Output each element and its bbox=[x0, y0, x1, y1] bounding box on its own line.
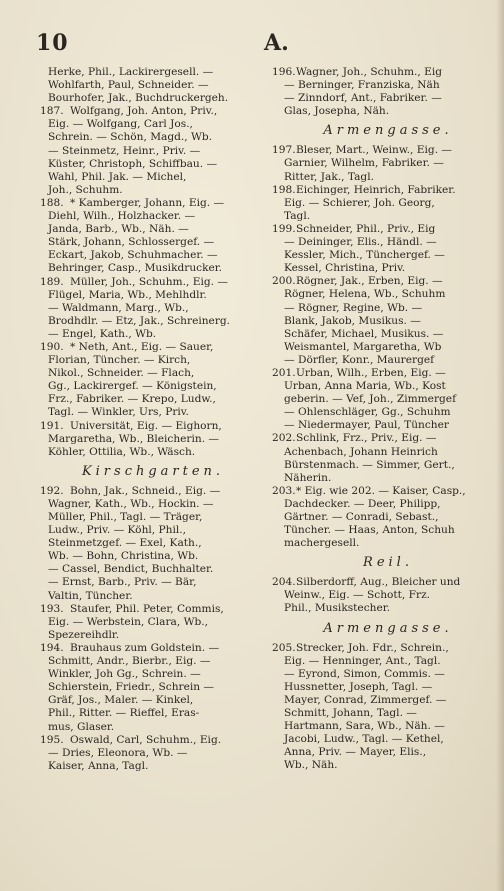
directory-line bbox=[40, 511, 266, 524]
resident-entry: Gräf, Jos., Maler. — Kinkel, bbox=[48, 694, 194, 707]
resident-entry: — Zinndorf, Ant., Fabriker. — bbox=[284, 92, 442, 105]
resident-entry: Eig. — Henninger, Ant., Tagl. bbox=[284, 654, 441, 667]
directory-line bbox=[272, 92, 504, 105]
directory-line bbox=[272, 668, 504, 681]
resident-entry: Dachdecker. — Deer, Philipp, bbox=[284, 497, 441, 510]
resident-entry: Jacobi, Ludw., Tagl. — Kethel, bbox=[284, 733, 444, 746]
directory-line bbox=[40, 537, 266, 550]
directory-line bbox=[272, 367, 504, 380]
resident-entry: Tagl. — Winkler, Urs, Priv. bbox=[48, 406, 189, 419]
directory-line bbox=[272, 759, 504, 772]
directory-line bbox=[272, 485, 504, 498]
house-number: 200. bbox=[272, 275, 296, 288]
directory-line bbox=[272, 66, 504, 79]
directory-line bbox=[272, 406, 504, 419]
resident-entry: Frz., Fabriker. — Krepo, Ludw., bbox=[48, 393, 216, 406]
street-heading: Kirschgarten. bbox=[81, 463, 225, 479]
resident-entry: Strecker, Joh. Fdr., Schrein., bbox=[296, 641, 449, 654]
directory-line bbox=[272, 602, 504, 615]
directory-line bbox=[40, 341, 266, 354]
directory-line bbox=[40, 603, 266, 616]
directory-line bbox=[272, 432, 504, 445]
house-number: 193. bbox=[40, 602, 64, 615]
directory-line bbox=[40, 485, 266, 498]
resident-entry: — Dörfler, Konr., Maurergef bbox=[284, 353, 435, 366]
street-heading: Reil. bbox=[363, 555, 413, 571]
directory-line bbox=[272, 223, 504, 236]
resident-entry: Rögner, Helena, Wb., Schuhm bbox=[284, 288, 446, 301]
street-heading: Armengasse. bbox=[323, 620, 453, 636]
resident-entry: Valtin, Tüncher. bbox=[48, 589, 133, 602]
resident-entry: Ritter, Jak., Tagl. bbox=[284, 170, 374, 183]
resident-entry: Gg., Lackirergef. — Königstein, bbox=[48, 380, 217, 393]
resident-entry: — Deininger, Elis., Händl. — bbox=[284, 236, 437, 249]
resident-entry: Winkler, Joh Gg., Schrein. — bbox=[48, 668, 201, 681]
directory-line bbox=[40, 655, 266, 668]
directory-line bbox=[272, 79, 504, 92]
house-number: 197. bbox=[272, 144, 296, 157]
directory-line bbox=[40, 223, 266, 236]
resident-entry: Wagner, Joh., Schuhm., Eig bbox=[296, 66, 443, 78]
resident-entry: Spezereihdlr. bbox=[48, 628, 120, 641]
house-number: 190. bbox=[40, 340, 64, 353]
directory-line bbox=[40, 734, 266, 747]
directory-line bbox=[272, 197, 504, 210]
directory-line bbox=[40, 550, 266, 563]
resident-entry: Brauhaus zum Goldstein. — bbox=[70, 641, 220, 654]
resident-entry: Kessel, Christina, Priv. bbox=[284, 262, 406, 275]
directory-line bbox=[40, 590, 266, 603]
directory-line bbox=[40, 629, 266, 642]
directory-line bbox=[272, 144, 504, 157]
left-column bbox=[40, 66, 266, 773]
resident-entry: Näherin. bbox=[284, 471, 332, 484]
directory-line bbox=[272, 275, 504, 288]
directory-line bbox=[272, 288, 504, 301]
resident-entry: Eig. — Wolfgang, Carl Jos., bbox=[48, 118, 193, 131]
directory-line bbox=[40, 760, 266, 773]
directory-line bbox=[272, 720, 504, 733]
directory-line bbox=[40, 393, 266, 406]
house-number: 188. bbox=[40, 196, 64, 209]
directory-line bbox=[40, 315, 266, 328]
directory-line bbox=[272, 249, 504, 262]
resident-entry: Gärtner. — Conradi, Sebast., bbox=[284, 511, 439, 523]
directory-line bbox=[40, 66, 266, 79]
street-heading: Armengasse. bbox=[323, 123, 453, 139]
directory-line bbox=[272, 354, 504, 367]
house-number: 203. bbox=[272, 484, 296, 497]
resident-entry: Silberdorff, Aug., Bleicher und bbox=[296, 576, 461, 589]
resident-entry: Köhler, Ottilia, Wb., Wäsch. bbox=[48, 445, 196, 458]
resident-entry: Urban, Anna Maria, Wb., Kost bbox=[284, 380, 446, 393]
resident-entry: Wb., Näh. bbox=[284, 759, 338, 772]
resident-entry: Flügel, Maria, Wb., Mehlhdlr. bbox=[48, 288, 207, 301]
house-number: 192. bbox=[40, 484, 64, 497]
directory-line bbox=[272, 498, 504, 511]
directory-line bbox=[272, 746, 504, 759]
directory-line bbox=[272, 262, 504, 275]
directory-line bbox=[272, 733, 504, 746]
directory-line bbox=[272, 707, 504, 720]
resident-entry: — Engel, Kath., Wb. bbox=[48, 327, 157, 340]
resident-entry: Bourhofer, Jak., Buchdruckergeh. bbox=[48, 92, 229, 105]
resident-entry: Schäfer, Michael, Musikus. — bbox=[284, 327, 444, 340]
directory-line bbox=[272, 328, 504, 341]
house-number: 201. bbox=[272, 366, 296, 379]
resident-entry: — Dries, Eleonora, Wb. — bbox=[48, 746, 188, 759]
resident-entry: Hartmann, Sara, Wb., Näh. — bbox=[284, 720, 445, 733]
directory-line bbox=[272, 105, 504, 118]
directory-line bbox=[40, 262, 266, 275]
resident-entry: — Cassel, Bendict, Buchhalter. bbox=[48, 563, 214, 576]
house-number: 194. bbox=[40, 641, 64, 654]
directory-line bbox=[40, 433, 266, 446]
resident-entry: Eig. — Schierer, Joh. Georg, bbox=[284, 196, 435, 209]
directory-line bbox=[40, 105, 266, 118]
resident-entry: — Waldmann, Marg., Wb., bbox=[48, 301, 189, 314]
directory-line bbox=[40, 236, 266, 249]
resident-entry: Herke, Phil., Lackirergesell. — bbox=[48, 66, 214, 78]
resident-entry: Eckart, Jakob, Schuhmacher. — bbox=[48, 249, 218, 262]
directory-line bbox=[40, 446, 266, 459]
directory-line bbox=[272, 184, 504, 197]
resident-entry: Wb. — Bohn, Christina, Wb. bbox=[48, 550, 199, 563]
directory-line bbox=[40, 681, 266, 694]
resident-entry: Anna, Priv. — Mayer, Elis., bbox=[284, 746, 427, 759]
house-number: 195. bbox=[40, 733, 64, 746]
resident-entry: Wolfgang, Joh. Anton, Priv., bbox=[70, 105, 218, 118]
directory-line bbox=[40, 131, 266, 144]
directory-line bbox=[272, 589, 504, 602]
resident-entry: Bürstenmach. — Simmer, Gert., bbox=[284, 458, 455, 471]
directory-line bbox=[40, 707, 266, 720]
directory-line bbox=[272, 655, 504, 668]
right-column bbox=[272, 66, 504, 773]
resident-entry: Schlink, Frz., Priv., Eig. — bbox=[296, 432, 437, 445]
directory-line bbox=[272, 302, 504, 315]
resident-entry: — Ernst, Barb., Priv. — Bär, bbox=[48, 576, 197, 589]
resident-entry: Brodhdlr. — Etz, Jak., Schreinerg. bbox=[48, 314, 231, 327]
directory-line bbox=[40, 210, 266, 223]
directory-line bbox=[40, 118, 266, 131]
resident-entry: Wahl, Phil. Jak. — Michel, bbox=[48, 170, 187, 183]
resident-entry: Stärk, Johann, Schlossergef. — bbox=[48, 236, 215, 249]
directory-line bbox=[40, 524, 266, 537]
directory-line bbox=[40, 721, 266, 734]
resident-entry: Wagner, Kath., Wb., Hockin. — bbox=[48, 497, 214, 510]
directory-line bbox=[40, 406, 266, 419]
directory-line bbox=[272, 576, 504, 589]
page-number: 10 bbox=[36, 30, 69, 56]
directory-line bbox=[272, 681, 504, 694]
house-number: 205. bbox=[272, 641, 296, 654]
resident-entry: Mayer, Conrad, Zimmergef. — bbox=[284, 693, 447, 706]
resident-entry: Blank, Jakob, Musikus. — bbox=[284, 314, 421, 327]
resident-entry: Schierstein, Friedr., Schrein — bbox=[48, 681, 215, 694]
directory-line bbox=[272, 157, 504, 170]
directory-line bbox=[40, 498, 266, 511]
directory-line bbox=[272, 171, 504, 184]
resident-entry: Urban, Wilh., Erben, Eig. — bbox=[296, 366, 446, 379]
resident-entry: Ludw., Priv. — Köhl, Phil., bbox=[48, 524, 186, 537]
section-letter: A. bbox=[264, 30, 289, 56]
resident-entry: Nikol., Schneider. — Flach, bbox=[48, 367, 195, 380]
directory-line bbox=[40, 367, 266, 380]
resident-entry: Kaiser, Anna, Tagl. bbox=[48, 759, 149, 772]
directory-line bbox=[40, 289, 266, 302]
directory-line bbox=[272, 642, 504, 655]
resident-entry: Bleser, Mart., Weinw., Eig. — bbox=[296, 144, 453, 157]
house-number: 189. bbox=[40, 275, 64, 288]
resident-entry: Tüncher. — Haas, Anton, Schuh bbox=[284, 524, 455, 537]
directory-line bbox=[40, 92, 266, 105]
house-number: 187. bbox=[40, 105, 64, 118]
resident-entry: Müller, Phil., Tagl. — Träger, bbox=[48, 511, 203, 523]
directory-line bbox=[272, 419, 504, 432]
resident-entry: Müller, Joh., Schuhm., Eig. — bbox=[70, 275, 228, 288]
directory-line bbox=[40, 563, 266, 576]
resident-entry: Phil., Ritter. — Rieffel, Eras- bbox=[48, 707, 200, 720]
directory-line bbox=[40, 145, 266, 158]
resident-entry: — Steinmetz, Heinr., Priv. — bbox=[48, 144, 201, 157]
resident-entry: Steinmetzgef. — Exel, Kath., bbox=[48, 537, 202, 550]
directory-line bbox=[272, 380, 504, 393]
house-number: 198. bbox=[272, 183, 296, 196]
directory-line bbox=[40, 276, 266, 289]
resident-entry: machergesell. bbox=[284, 537, 360, 550]
directory-line bbox=[272, 472, 504, 485]
directory-line bbox=[272, 341, 504, 354]
house-number: 196. bbox=[272, 66, 296, 78]
house-number: 191. bbox=[40, 419, 64, 432]
directory-line bbox=[272, 446, 504, 459]
directory-line bbox=[272, 315, 504, 328]
resident-entry: Weismantel, Margaretha, Wb bbox=[284, 340, 442, 353]
resident-entry: * Eig. wie 202. — Kaiser, Casp., bbox=[296, 484, 466, 497]
house-number: 202. bbox=[272, 432, 296, 445]
resident-entry: Joh., Schuhm. bbox=[48, 183, 123, 196]
resident-entry: — Niedermayer, Paul, Tüncher bbox=[284, 419, 449, 432]
resident-entry: — Rögner, Regine, Wb. — bbox=[284, 301, 423, 314]
page-fold-shadow bbox=[496, 0, 504, 891]
resident-entry: — Ohlenschläger, Gg., Schuhm bbox=[284, 406, 451, 419]
resident-entry: Küster, Christoph, Schiffbau. — bbox=[48, 157, 218, 170]
directory-line bbox=[272, 537, 504, 550]
resident-entry: Garnier, Wilhelm, Fabriker. — bbox=[284, 157, 444, 170]
resident-entry: Staufer, Phil. Peter, Commis, bbox=[70, 602, 224, 615]
directory-line bbox=[40, 420, 266, 433]
resident-entry: Margaretha, Wb., Bleicherin. — bbox=[48, 432, 220, 445]
directory-line bbox=[40, 79, 266, 92]
resident-entry: Janda, Barb., Wb., Näh. — bbox=[48, 223, 189, 236]
directory-line bbox=[40, 184, 266, 197]
resident-entry: Rögner, Jak., Erben, Eig. — bbox=[296, 275, 443, 288]
resident-entry: Eichinger, Heinrich, Fabriker. bbox=[296, 183, 456, 196]
directory-line bbox=[272, 524, 504, 537]
resident-entry: Schmitt, Johann, Tagl. — bbox=[284, 707, 417, 720]
resident-entry: Schneider, Phil., Priv., Eig bbox=[296, 222, 436, 235]
resident-entry: Schmitt, Andr., Bierbr., Eig. — bbox=[48, 655, 211, 668]
directory-line bbox=[40, 197, 266, 210]
resident-entry: Oswald, Carl, Schuhm., Eig. bbox=[70, 733, 222, 746]
directory-line bbox=[40, 616, 266, 629]
resident-entry: Eig. — Werbstein, Clara, Wb., bbox=[48, 615, 208, 628]
resident-entry: Universität, Eig. — Eighorn, bbox=[70, 419, 222, 432]
house-number: 204. bbox=[272, 576, 296, 589]
house-number: 199. bbox=[272, 222, 296, 235]
directory-line bbox=[272, 511, 504, 524]
resident-entry: — Berninger, Franziska, Näh bbox=[284, 79, 440, 92]
resident-entry: Tagl. bbox=[284, 209, 311, 222]
directory-line bbox=[272, 393, 504, 406]
directory-line bbox=[272, 694, 504, 707]
directory-line bbox=[40, 668, 266, 681]
directory-line bbox=[40, 249, 266, 262]
directory-line bbox=[40, 642, 266, 655]
directory-line bbox=[272, 236, 504, 249]
directory-line bbox=[40, 328, 266, 341]
resident-entry: Weinw., Eig. — Schott, Frz. bbox=[284, 589, 431, 602]
resident-entry: * Kamberger, Johann, Eig. — bbox=[70, 196, 225, 209]
resident-entry: Bohn, Jak., Schneid., Eig. — bbox=[70, 484, 221, 497]
directory-line bbox=[40, 380, 266, 393]
directory-line bbox=[40, 694, 266, 707]
resident-entry: — Eyrond, Simon, Commis. — bbox=[284, 667, 445, 680]
directory-line bbox=[40, 158, 266, 171]
directory-line bbox=[40, 747, 266, 760]
resident-entry: mus, Glaser. bbox=[48, 720, 115, 733]
directory-line bbox=[40, 354, 266, 367]
resident-entry: Diehl, Wilh., Holzhacker. — bbox=[48, 210, 196, 223]
resident-entry: Behringer, Casp., Musikdrucker. bbox=[48, 262, 223, 275]
directory-line bbox=[272, 210, 504, 223]
resident-entry: * Neth, Ant., Eig. — Sauer, bbox=[70, 340, 214, 353]
resident-entry: Glas, Josepha, Näh. bbox=[284, 105, 390, 118]
resident-entry: Achenbach, Johann Heinrich bbox=[284, 445, 438, 458]
directory-line bbox=[40, 302, 266, 315]
resident-entry: Hussnetter, Joseph, Tagl. — bbox=[284, 680, 433, 693]
resident-entry: Schrein. — Schön, Magd., Wb. bbox=[48, 131, 213, 144]
resident-entry: Phil., Musikstecher. bbox=[284, 602, 390, 615]
resident-entry: geberin. — Vef, Joh., Zimmergef bbox=[284, 393, 456, 406]
directory-line bbox=[40, 171, 266, 184]
resident-entry: Wohlfarth, Paul, Schneider. — bbox=[48, 79, 209, 92]
resident-entry: Florian, Tüncher. — Kirch, bbox=[48, 354, 191, 367]
resident-entry: Kessler, Mich., Tünchergef. — bbox=[284, 249, 445, 262]
directory-line bbox=[40, 576, 266, 589]
directory-line bbox=[272, 459, 504, 472]
